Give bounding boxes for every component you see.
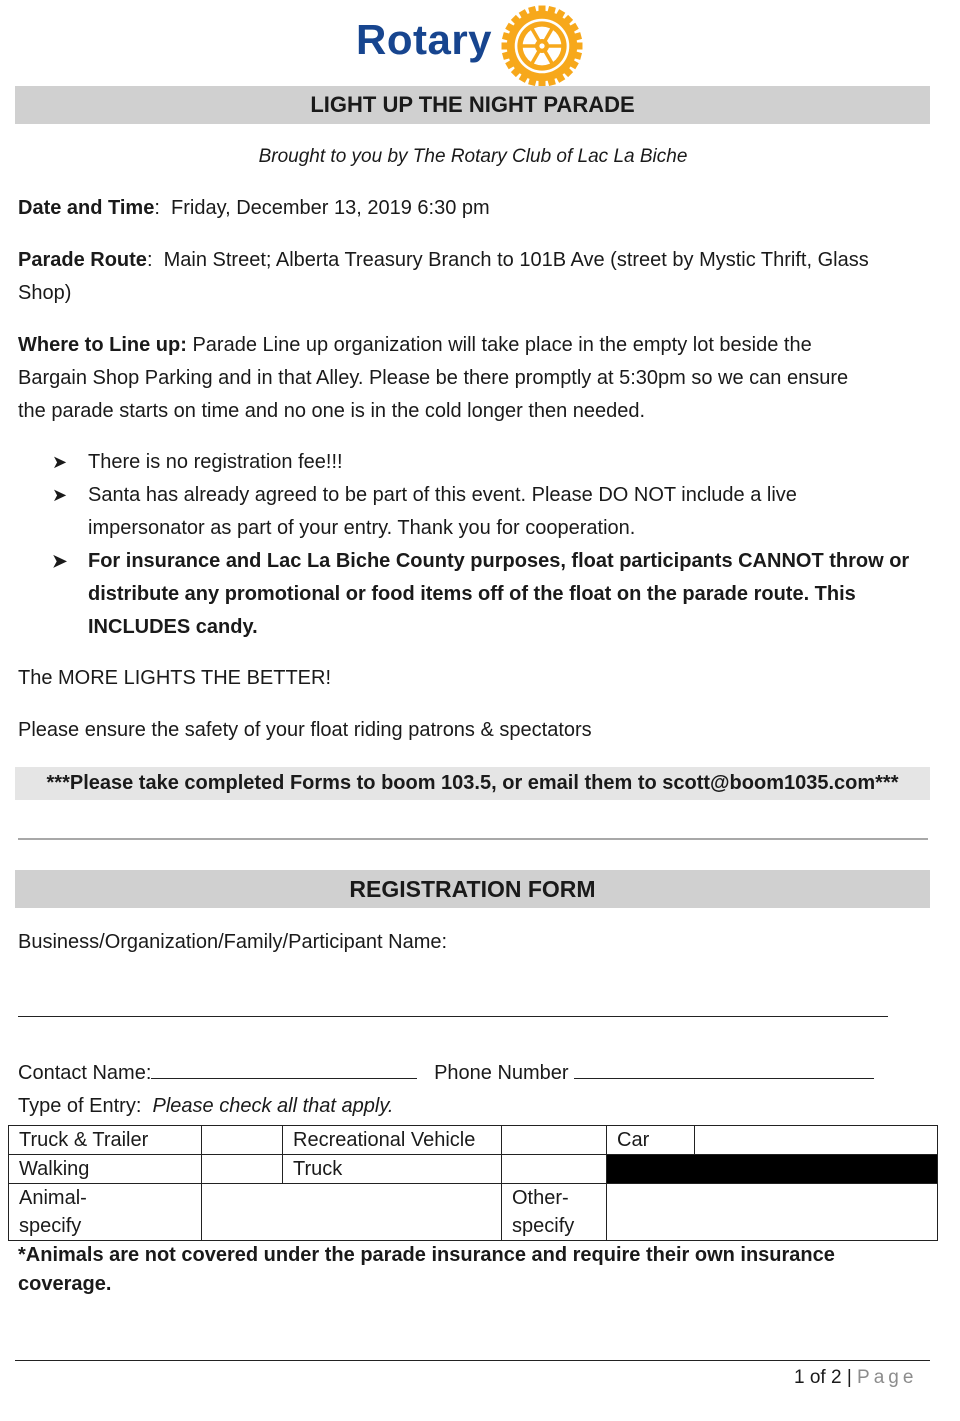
footer-separator: | [846,1367,852,1388]
page-number: 1 of 2 [794,1367,842,1388]
bullet-list [52,446,922,644]
animals-insurance-note: *Animals are not covered under the parade insurance and require their own insurance coverage. [18,1244,835,1295]
contact-phone-line [18,1057,928,1090]
table-row [9,1155,938,1184]
safety-text: Please ensure the safety of your float riding patrons & spectators [18,719,592,741]
participant-name-field[interactable] [18,1016,888,1017]
arrow-bullet-icon: ➤ [52,485,68,505]
section-divider [18,838,928,840]
arrow-bullet-icon: ➤ [52,452,68,472]
entry-label-car: Car [607,1126,695,1155]
lineup-text-2: Bargain Shop Parking and in that Alley. Please be there promptly at 5:30pm so we can ensure [18,367,849,389]
lineup-label: Where to Line up: [18,334,187,356]
lineup-text-1: Parade Line up organization will take place in the empty lot beside the [192,334,812,356]
more-lights-text: The MORE LIGHTS THE BETTER! [18,667,332,689]
entry-type-label: Type of Entry: [18,1095,142,1117]
page-word: Page [857,1367,918,1388]
date-label: Date and Time [18,197,155,219]
contact-name-field[interactable] [151,1060,417,1079]
other-specify-field[interactable] [607,1184,938,1241]
participant-name-label: Business/Organization/Family/Participant Name: [18,931,448,953]
phone-number-field[interactable] [574,1060,874,1079]
registration-title: REGISTRATION FORM [15,870,930,908]
date-time-line: Date and Time: Friday, December 13, 2019 6:30 pm [18,197,490,219]
route-block: Parade Route: Main Street; Alberta Treasury Branch to 101B Ave (street by Mystic Thrift, Glass Shop) [18,244,928,310]
page-footer [794,1364,917,1392]
lineup-block [18,329,928,428]
submission-notice: ***Please take completed Forms to boom 103.5, or email them to scott@boom1035.com*** [15,767,930,800]
blacked-out-cell [607,1155,938,1184]
checkbox-walking[interactable] [202,1155,283,1184]
checkbox-truck-trailer[interactable] [202,1126,283,1155]
route-label: Parade Route [18,249,147,271]
bullet-item: ➤ Santa has already agreed to be part of this event. Please DO NOT include a live impersonator as part of your entry. Thank you for cooperation. [52,479,922,545]
checkbox-car[interactable] [695,1126,938,1155]
route-value-1: Main Street; Alberta Treasury Branch to 101B Ave (street by Mystic Thrift, Glass [163,249,869,271]
phone-number-label: Phone Number [434,1062,569,1084]
entry-type-table [8,1125,938,1241]
rotary-wordmark: Rotary [356,16,493,63]
entry-label-rv: Recreational Vehicle [283,1126,502,1155]
contact-name-label: Contact Name: [18,1062,152,1084]
table-row [9,1184,938,1241]
bullet-item: ➤ For insurance and Lac La Biche County purposes, float participants CANNOT throw or distribute any promotional or food items off of the float on the parade route. This INCLUDES candy. [52,545,922,644]
route-value-2: Shop) [18,282,72,304]
subtitle: Brought to you by The Rotary Club of Lac La Biche [258,146,688,167]
date-value: Friday, December 13, 2019 6:30 pm [171,197,490,219]
entry-label-animal: Animal- specify [9,1184,202,1241]
footer-divider [15,1360,930,1361]
entry-label-other: Other- specify [502,1184,607,1241]
entry-label-truck: Truck [283,1155,502,1184]
rotary-wheel-icon [498,2,586,90]
entry-type-hint: Please check all that apply. [152,1095,394,1117]
entry-type-line [18,1090,928,1123]
page-title: LIGHT UP THE NIGHT PARADE [15,86,930,124]
animal-specify-field[interactable] [202,1184,502,1241]
checkbox-rv[interactable] [502,1126,607,1155]
bullet-item: ➤ There is no registration fee!!! [52,446,922,479]
lineup-text-3: the parade starts on time and no one is in the cold longer then needed. [18,400,646,422]
checkbox-truck[interactable] [502,1155,607,1184]
entry-label-truck-trailer: Truck & Trailer [9,1126,202,1155]
table-row [9,1126,938,1155]
arrow-bullet-icon: ➤ [52,551,68,571]
entry-label-walking: Walking [9,1155,202,1184]
rotary-logo [356,2,596,86]
